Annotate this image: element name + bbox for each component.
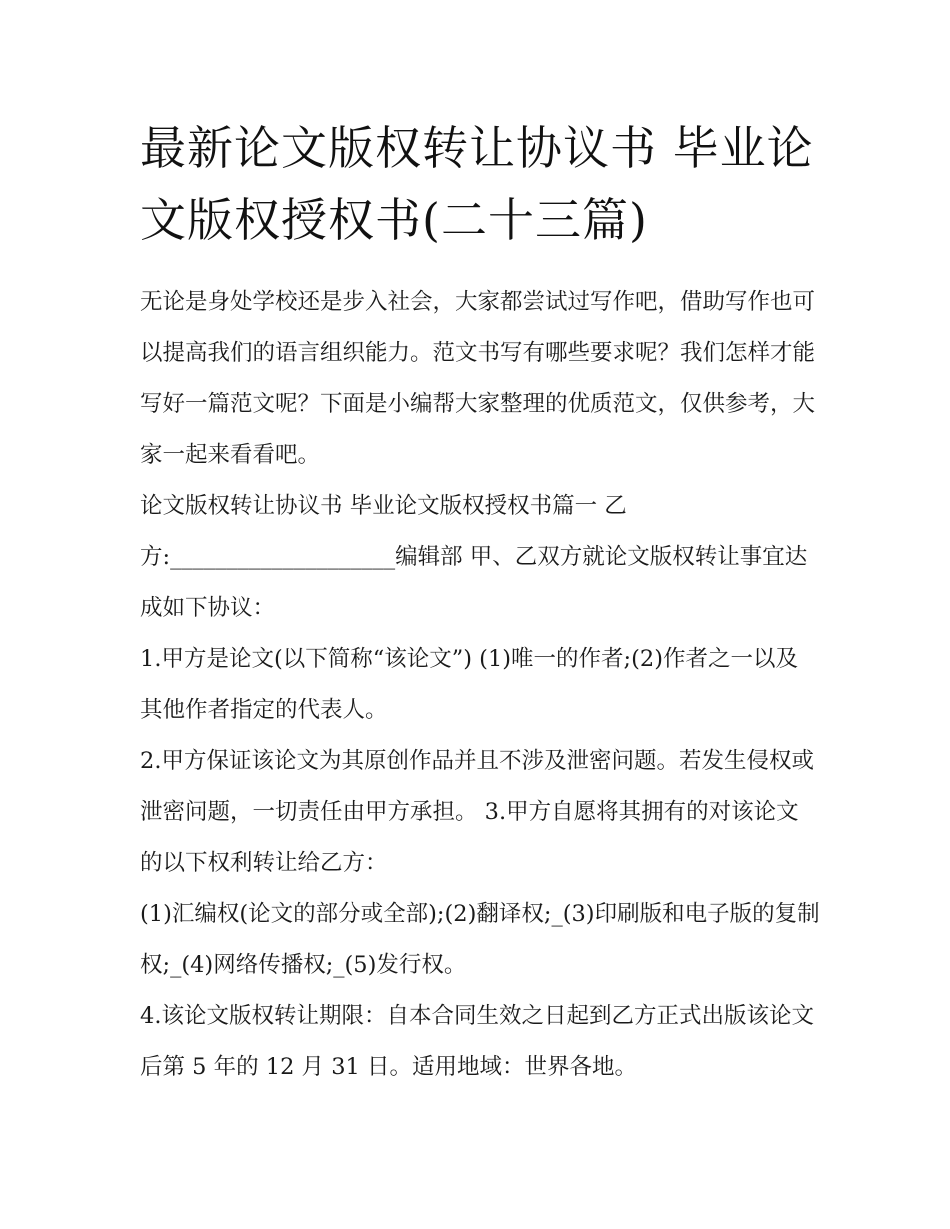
party-b-paragraph: 方:____________________编辑部 甲、乙双方就论文版权转让事宜达成如下协议： — [140, 544, 808, 621]
clause-4-paragraph: 4.该论文版权转让期限：自本合同生效之日起到乙方正式出版该论文后第 5 年的 12 月 31 日。适用地域：世界各地。 — [140, 1003, 814, 1080]
document-title: 最新论文版权转让协议书 毕业论文版权授权书(二十三篇) — [140, 121, 814, 247]
clause-1-paragraph: 1.甲方是论文(以下简称“该论文”) (1)唯一的作者;(2)作者之一以及其他作者指定的代表人。 — [140, 646, 799, 723]
document-body — [140, 277, 820, 1093]
intro-paragraph: 无论是身处学校还是步入社会，大家都尝试过写作吧，借助写作也可以提高我们的语言组织能力。范文书写有哪些要求呢？我们怎样才能写好一篇范文呢？下面是小编帮大家整理的优质范文，仅供参考，大家一起来看看吧。 — [140, 289, 816, 468]
section-heading-paragraph: 论文版权转让协议书 毕业论文版权授权书篇一 乙 — [140, 493, 627, 519]
rights-list-paragraph: (1)汇编权(论文的部分或全部);(2)翻译权;_(3)印刷版和电子版的复制权;_(4)网络传播权;_(5)发行权。 — [140, 901, 820, 978]
clause-2-3-paragraph: 2.甲方保证该论文为其原创作品并且不涉及泄密问题。若发生侵权或泄密问题，一切责任由甲方承担。 3.甲方自愿将其拥有的对该论文的以下权利转让给乙方： — [140, 748, 814, 876]
